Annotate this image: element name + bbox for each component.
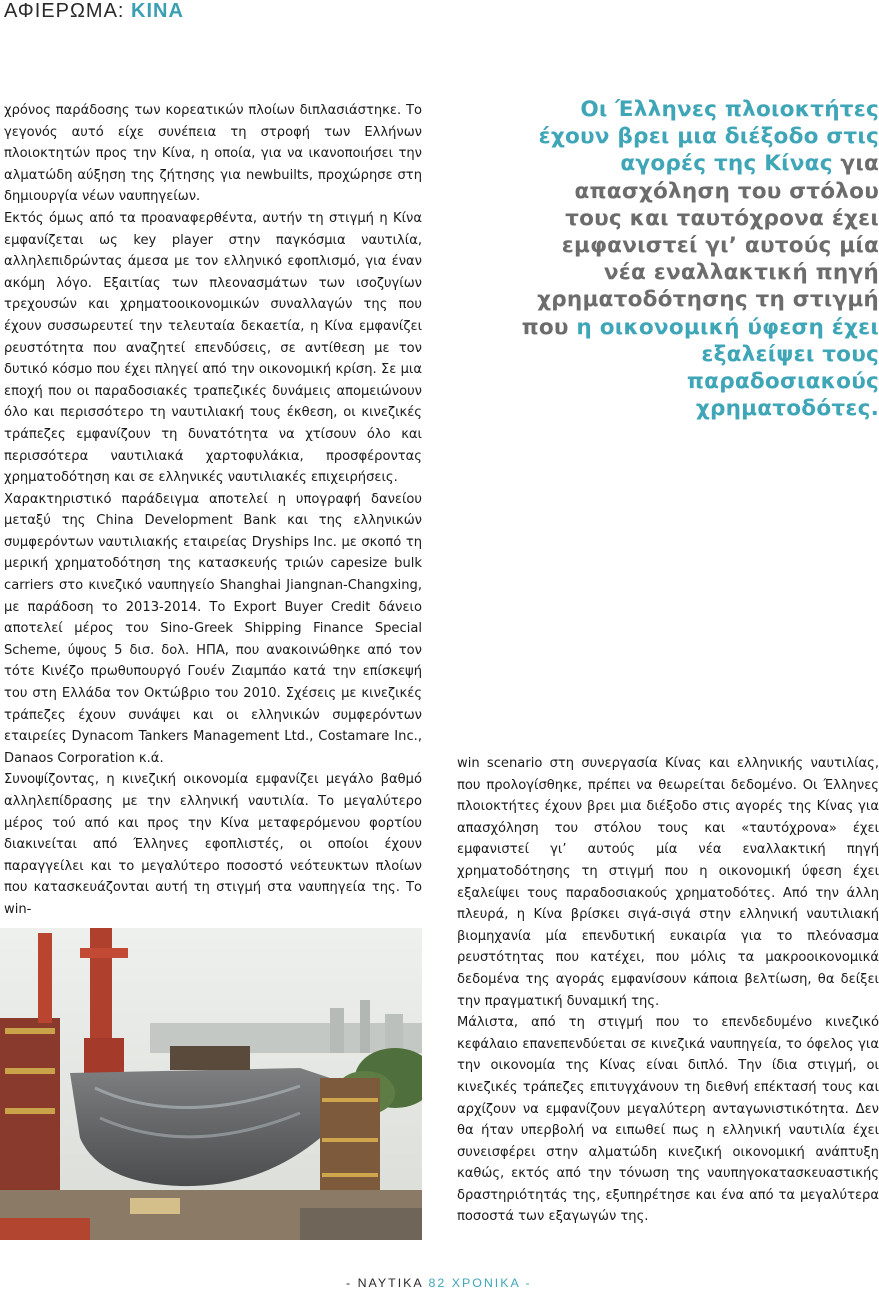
page-number: 82 [428, 1276, 447, 1290]
pull-quote [518, 96, 879, 422]
pull-quote-highlight-start: Οι Έλληνες πλοιοκτήτες έχουν βρει μια διέξοδο στις αγορές της Κίνας [538, 97, 879, 177]
paragraph: χρόνος παράδοσης των κορεατικών πλοίων διπλασιάστηκε. Το γεγονός αυτό είχε συνέπεια τη στροφή των Ελλήνων πλοιοκτητών προς την Κίνα, η οποία, για να ικανοποιήσει την αλματώδη αύξηση της ζήτησης για newbuilts, προχώρησε στη δημιουργία νέων ναυπηγείων. [4, 103, 422, 205]
paragraph: Χαρακτηριστικό παράδειγμα αποτελεί η υπογραφή δανείου μεταξύ της China Development Bank και της ελληνικών συμφερόντων ναυτιλιακής εταιρείας Dryships Inc. με σκοπό τη μερική χρηματοδότηση της κατασκευής τριών capesize bulk carriers στο κινεζικό ναυπηγείο Shanghai Jiangnan-Changxing, με παράδοση το 2013-2014. Το Export Buyer Credit δάνειο αποτελεί μέρος του Sino-Greek Shipping Finance Special Scheme, ύψους 5 δισ. δολ. ΗΠΑ, που ανακοινώθηκε από τον τότε Κινέζο πρωθυπουργό Γουέν Ζιαμπάο κατά την επίσκεψή του στη Ελλάδα τον Οκτώβριο του 2010. Σχέσεις με κινεζικές τράπεζες έχουν συνάψει και οι ελληνικών συμφερόντων εταιρείες Dynacom Tankers Management Ltd., Costamare Inc., Danaos Corporation κ.ά. [4, 491, 422, 766]
paragraph: Εκτός όμως από τα προαναφερθέντα, αυτήν τη στιγμή η Κίνα εμφανίζεται ως key player στην παγκόσμια ναυτιλία, αλληλεπιδρώντας άμεσα με τον ελληνικό εφοπλισμό, για έναν ακόμη λόγο. Εξαιτίας των πλεονασμάτων των ισοζυγίων τρεχουσών και χρηματοοικονομικών συναλλαγών της που έχουν συσσωρευτεί την τελευταία δεκαετία, η Κίνα εμφανίζει ρευστότητα που αναζητεί επενδύσεις, σε αντίθεση με τον δυτικό κόσμο που έχει πληγεί από την οικονομική κρίση. Σε μια εποχή που οι παραδοσιακές τραπεζικές δυνάμεις απομειώνουν όλο και περισσότερο τη ναυτιλιακή τους έκθεση, οι κινεζικές τράπεζες εμφανίζουν τη δυνατότητα να χτίσουν όλο και περισσότερα ναυτιλιακά χαρτοφυλάκια, προσφέροντας χρηματοδότηση και σε ελληνικές ναυτιλιακές επιχειρήσεις. [4, 210, 422, 486]
shipyard-illustration [0, 928, 422, 1240]
pull-quote-highlight-end: η οικονομική ύφεση έχει εξαλείψει τους παραδοσιακούς χρηματοδότες. [576, 314, 879, 422]
paragraph: win scenario στη συνεργασία Κίνας και ελληνικής ναυτιλίας, που προλογίσθηκε, πρέπει να θεωρείται δεδομένο. Οι Έλληνες πλοιοκτήτες έχουν βρει μια διέξοδο στις αγορές της Κίνας για απασχόληση του στόλου τους και «ταυτόχρονα» έχει εμφανιστεί γι’ αυτούς μία νέα εναλλακτική πηγή χρηματοδότησης τη στιγμή που η οικονομική ύφεση έχει εξαλείψει τους παραδοσιακούς χρηματοδότες. Από την άλλη πλευρά, η Κίνα βρίσκει σιγά-σιγά στην ελληνική ναυτιλιακή βιομηχανία μία επενδυτική ευκαιρία για το πλεόνασμα ρευστότητας που κατέχει, που μόλις τα μακροοικονομικά δεδομένα της αγοράς εμφανίσουν κάποια βελτίωση, θα δείξει την πραγματική δυναμική της. [457, 756, 879, 1009]
paragraph: Συνοψίζοντας, η κινεζική οικονομία εμφανίζει μεγάλο βαθμό αλληλεπίδρασης με την ελληνική ναυτιλία. Το μεγαλύτερο μέρος τού από και προς την Κίνα μεταφερόμενου φορτίου διακινείται από Έλληνες εφοπλιστές, οι οποίοι έχουν παραγγείλει και το μεγαλύτερο ποσοστό νεότευκτων πλοίων που κατασκευάζονται αυτή τη στιγμή στα ναυπηγεία της. Το win- [4, 772, 422, 917]
paragraph: Μάλιστα, από τη στιγμή που το επενδεδυμένο κινεζικό κεφάλαιο επανεπενδύεται σε κινεζικά ναυπηγεία, το όφελος για την οικονομία της Κίνας είναι διπλό. Την ίδια στιγμή, οι κινεζικές τράπεζες επιτυγχάνουν τη διεθνή επέκτασή τους και αρχίζουν να εμφανίζουν μεγαλύτερη ανταγωνιστικότητα. Δεν θα ήταν υπερβολή να ειπωθεί πως η ελληνική ναυτιλία έχει συνεισφέρει στην αλματώδη κινεζική οικονομική ανάπτυξη καθώς, εκτός από την τόνωση της ναυπηγοκατασκευαστικής δραστηριότητάς της, εξυπηρέτησε και ένα από τα μεγαλύτερα ποσοστά των εξαγωγών της. [457, 1015, 879, 1225]
section-label: ΑΦΙΕΡΩΜΑ: [4, 0, 125, 22]
section-topic: ΚΙΝΑ [131, 0, 184, 22]
footer-right: ΧΡΟΝΙΚΑ - [451, 1276, 532, 1290]
shipyard-photo [0, 928, 422, 1240]
left-column [4, 100, 422, 921]
footer-left: - ΝΑΥΤΙΚΑ [346, 1276, 423, 1290]
pull-quote-middle: για απασχόληση του στόλου τους και ταυτόχρονα έχει εμφανιστεί γι’ αυτούς μία νέα εναλλακτική πηγή χρηματοδότησης τη στιγμή που [521, 151, 879, 340]
page-footer [346, 1276, 532, 1292]
right-column [457, 753, 879, 1228]
section-header [4, 0, 184, 28]
